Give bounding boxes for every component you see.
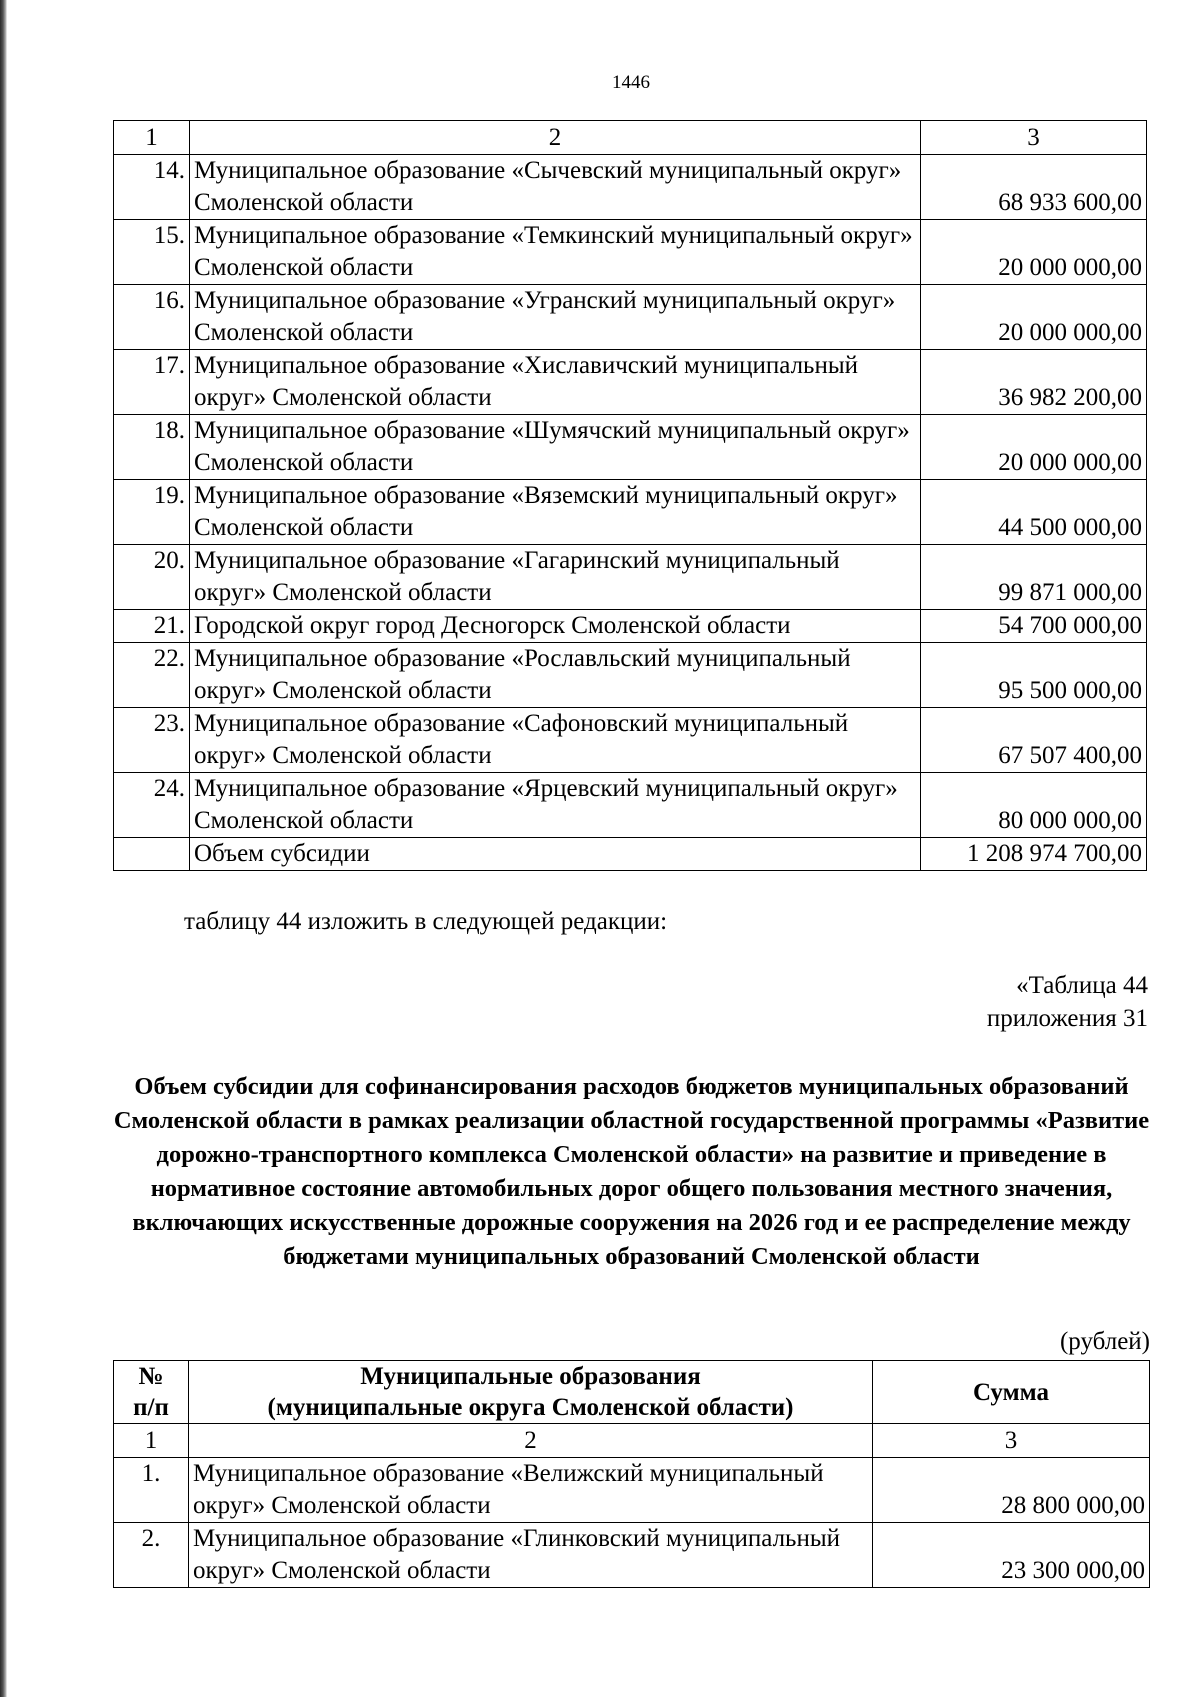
- municipality-name: Муниципальное образование «Хиславичский муниципальный округ» Смоленской области: [190, 350, 921, 415]
- subsidy-amount: 44 500 000,00: [921, 480, 1147, 545]
- subsidy-amount: 36 982 200,00: [921, 350, 1147, 415]
- table-row: [114, 643, 1147, 708]
- municipality-name: Муниципальное образование «Рославльский муниципальный округ» Смоленской области: [190, 643, 921, 708]
- subsidy-amount: 54 700 000,00: [921, 610, 1147, 643]
- municipality-name: Муниципальное образование «Ярцевский муниципальный округ» Смоленской области: [190, 773, 921, 838]
- header-line: №: [138, 1363, 164, 1390]
- table-row: [114, 545, 1147, 610]
- column-header-amount: Сумма: [873, 1361, 1150, 1424]
- row-number: 22.: [114, 643, 190, 708]
- row-number: 15.: [114, 220, 190, 285]
- municipality-name: Городской округ город Десногорск Смоленской области: [190, 610, 921, 643]
- table-reference-line: приложения 31: [986, 1005, 1148, 1032]
- table-row: [114, 220, 1147, 285]
- subsidy-table-continued: [113, 120, 1147, 871]
- header-line: Муниципальные образования: [360, 1363, 701, 1390]
- table-row: [114, 155, 1147, 220]
- table-header-row: [114, 1361, 1150, 1424]
- municipality-name: Муниципальное образование «Шумячский муниципальный округ» Смоленской области: [190, 415, 921, 480]
- table-column-index-row: [114, 1424, 1150, 1458]
- table-row: [114, 708, 1147, 773]
- table-row: [114, 415, 1147, 480]
- subsidy-amount: 95 500 000,00: [921, 643, 1147, 708]
- row-number: 20.: [114, 545, 190, 610]
- table-row: [114, 1458, 1150, 1523]
- subsidy-amount: 20 000 000,00: [921, 220, 1147, 285]
- table-row: [114, 350, 1147, 415]
- column-index: 1: [114, 121, 190, 155]
- header-line: п/п: [133, 1394, 169, 1421]
- table-row: [114, 480, 1147, 545]
- row-number: 17.: [114, 350, 190, 415]
- table-heading: Объем субсидии для софинансирования расходов бюджетов муниципальных образований Смоленской области в рамках реализации областной государственной программы «Развитие дорожно-транспортного комплекса Смоленской области» на развитие и приведение в нормативное состояние автомобильных дорог общего пользования местного значения, включающих искусственные дорожные сооружения на 2026 год и ее распределение между бюджетами муниципальных образований Смоленской области: [113, 1073, 1150, 1270]
- municipality-name: Муниципальное образование «Гагаринский муниципальный округ» Смоленской области: [190, 545, 921, 610]
- row-number: 19.: [114, 480, 190, 545]
- table-total-row: [114, 838, 1147, 871]
- instruction-text: таблицу 44 изложить в следующей редакции:: [184, 908, 668, 935]
- total-amount: 1 208 974 700,00: [921, 838, 1147, 871]
- municipality-name: Муниципальное образование «Вяземский муниципальный округ» Смоленской области: [190, 480, 921, 545]
- empty-cell: [114, 838, 190, 871]
- municipality-name: Муниципальное образование «Глинковский муниципальный округ» Смоленской области: [189, 1523, 873, 1588]
- table-reference-line: «Таблица 44: [1016, 972, 1148, 999]
- scan-edge-shadow: [0, 0, 7, 1697]
- table-row: [114, 285, 1147, 350]
- column-index: 3: [921, 121, 1147, 155]
- table-row: [114, 773, 1147, 838]
- subsidy-amount: 67 507 400,00: [921, 708, 1147, 773]
- municipality-name: Муниципальное образование «Угранский муниципальный округ» Смоленской области: [190, 285, 921, 350]
- subsidy-amount: 23 300 000,00: [873, 1523, 1150, 1588]
- subsidy-table-2026: [113, 1360, 1150, 1588]
- row-number: 21.: [114, 610, 190, 643]
- table-reference: [987, 969, 1148, 1035]
- row-number: 24.: [114, 773, 190, 838]
- column-index: 2: [189, 1424, 873, 1458]
- subsidy-amount: 28 800 000,00: [873, 1458, 1150, 1523]
- row-number: 18.: [114, 415, 190, 480]
- page-number: 1446: [612, 72, 650, 93]
- header-line: (муниципальные округа Смоленской области): [267, 1394, 794, 1421]
- municipality-name: Муниципальное образование «Велижский муниципальный округ» Смоленской области: [189, 1458, 873, 1523]
- column-header-number: [114, 1361, 189, 1424]
- municipality-name: Муниципальное образование «Сычевский муниципальный округ» Смоленской области: [190, 155, 921, 220]
- row-number: 23.: [114, 708, 190, 773]
- column-header-municipality: [189, 1361, 873, 1424]
- subsidy-amount: 99 871 000,00: [921, 545, 1147, 610]
- table-row: [114, 610, 1147, 643]
- municipality-name: Муниципальное образование «Сафоновский муниципальный округ» Смоленской области: [190, 708, 921, 773]
- row-number: 1.: [114, 1458, 189, 1523]
- total-label: Объем субсидии: [190, 838, 921, 871]
- column-index: 1: [114, 1424, 189, 1458]
- subsidy-amount: 20 000 000,00: [921, 415, 1147, 480]
- subsidy-amount: 80 000 000,00: [921, 773, 1147, 838]
- table-row: [114, 1523, 1150, 1588]
- row-number: 16.: [114, 285, 190, 350]
- row-number: 14.: [114, 155, 190, 220]
- column-index: 3: [873, 1424, 1150, 1458]
- municipality-name: Муниципальное образование «Темкинский муниципальный округ» Смоленской области: [190, 220, 921, 285]
- subsidy-amount: 68 933 600,00: [921, 155, 1147, 220]
- row-number: 2.: [114, 1523, 189, 1588]
- units-label: (рублей): [1059, 1328, 1150, 1355]
- subsidy-amount: 20 000 000,00: [921, 285, 1147, 350]
- table-column-index-row: [114, 121, 1147, 155]
- column-index: 2: [190, 121, 921, 155]
